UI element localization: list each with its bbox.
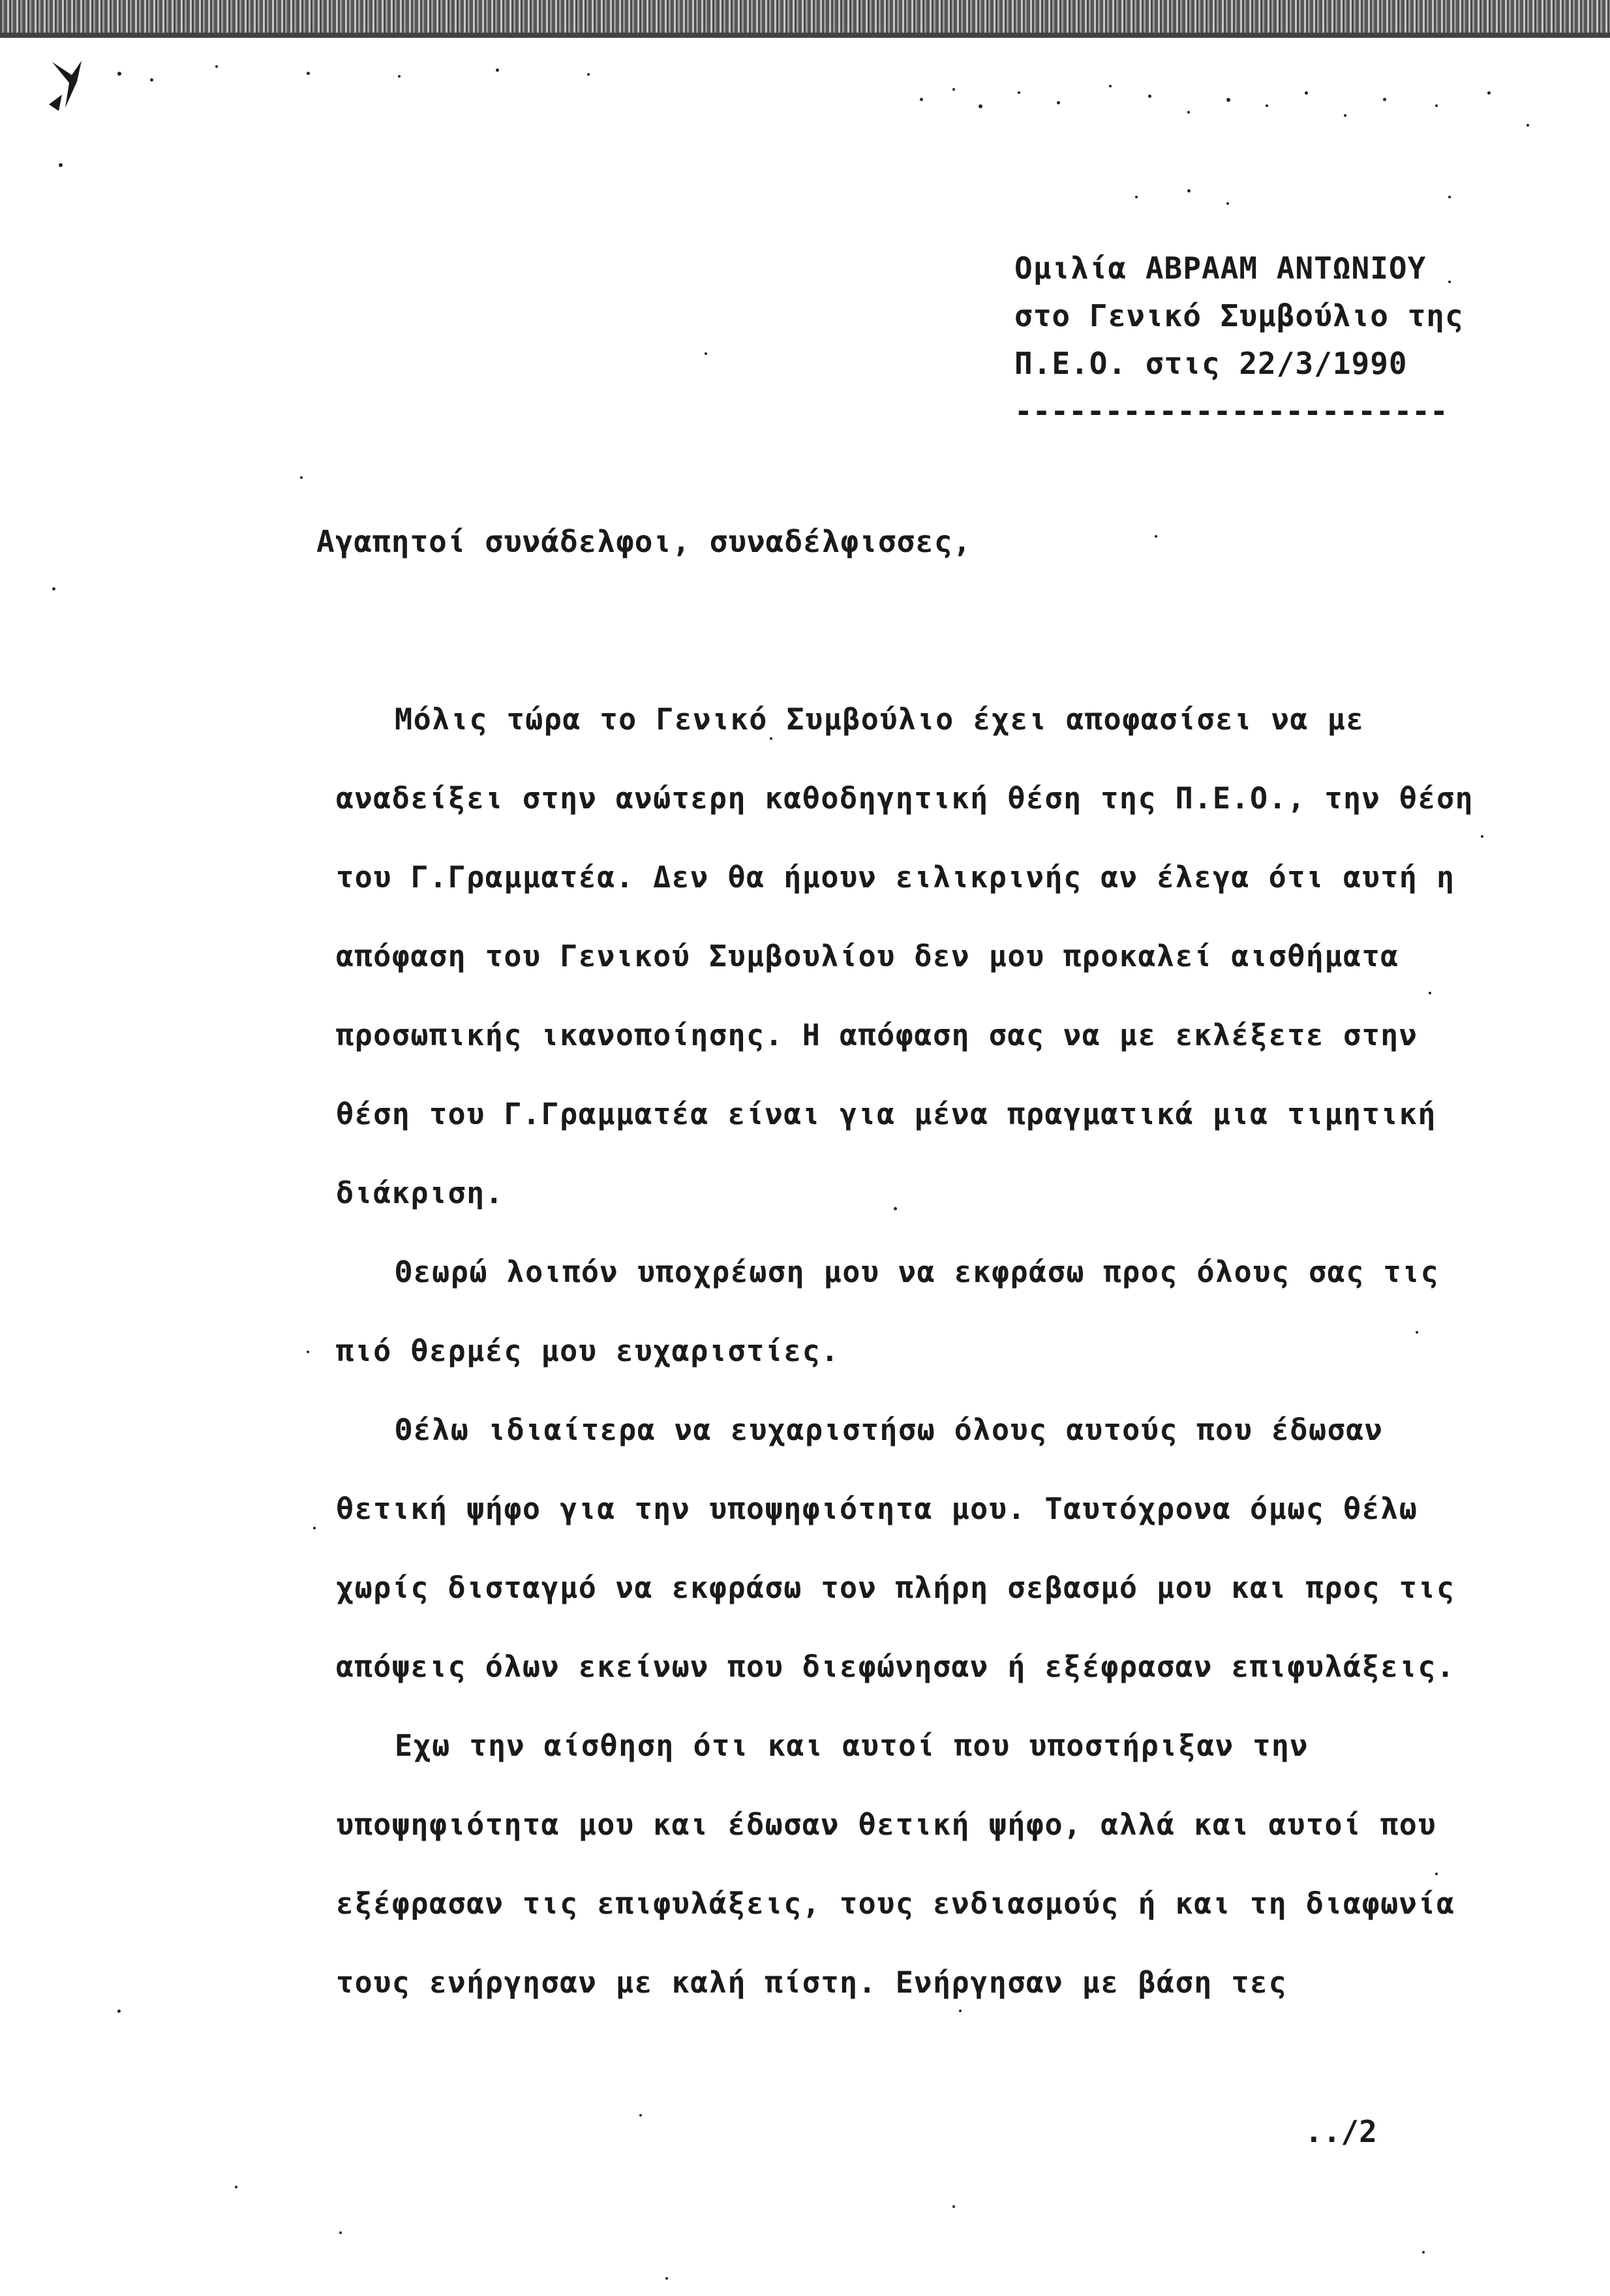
scan-speckle xyxy=(920,98,923,101)
scan-speckle xyxy=(1155,535,1157,538)
body-line: υποψηφιότητα μου και έδωσαν θετική ψήφο, αλλά και αυτοί που xyxy=(336,1807,1436,1842)
scan-speckle xyxy=(52,587,55,590)
scan-speckle xyxy=(1487,91,1491,95)
scan-speckle xyxy=(1148,95,1151,98)
scan-speckle xyxy=(150,78,153,82)
body-line: πιό θερμές μου ευχαριστίες. xyxy=(336,1334,840,1368)
scan-speckle xyxy=(1018,91,1020,94)
scan-speckle xyxy=(1057,101,1060,104)
body-line: Θέλω ιδιαίτερα να ευχαριστήσω όλους αυτούς που έδωσαν xyxy=(395,1413,1384,1447)
scan-speckle xyxy=(1448,196,1451,198)
body-line: προσωπικής ικανοποίησης. Η απόφαση σας να με εκλέξετε στην xyxy=(336,1018,1418,1052)
scan-speckle xyxy=(1344,114,1346,117)
scan-speckle xyxy=(952,2205,955,2208)
scan-speckle xyxy=(215,65,218,68)
scan-speckle xyxy=(1135,196,1138,198)
header-line-3: Π.Ε.Ο. στις 22/3/1990 xyxy=(1014,346,1408,381)
scan-speckle xyxy=(979,104,982,108)
scan-speckle xyxy=(398,75,401,78)
body-line: χωρίς δισταγμό να εκφράσω τον πλήρη σεβασμό μου και προς τις xyxy=(336,1570,1455,1605)
body-line: Εχω την αίσθηση ότι και αυτοί που υποστήριξαν την xyxy=(395,1728,1309,1763)
scan-speckle xyxy=(587,73,590,76)
document-header xyxy=(1014,245,1464,435)
body-line: διάκριση. xyxy=(336,1176,504,1210)
scan-speckle xyxy=(705,352,707,355)
scan-speckle xyxy=(1435,104,1438,107)
scan-speckle xyxy=(1187,189,1191,192)
scan-speckle xyxy=(1266,104,1268,107)
scan-speckle xyxy=(300,476,303,479)
page-number: ../2 xyxy=(1305,2114,1377,2149)
scan-speckle xyxy=(307,1351,309,1353)
scan-speckle xyxy=(235,2186,237,2188)
scan-speckle xyxy=(1226,202,1229,205)
scan-speckle xyxy=(1109,85,1112,87)
body-line: θετική ψήφο για την υποψηφιότητα μου. Ταυτόχρονα όμως θέλω xyxy=(336,1492,1418,1526)
scan-speckle xyxy=(1226,98,1230,102)
header-line-2: στο Γενικό Συμβούλιο της xyxy=(1014,298,1464,333)
body-line: Θεωρώ λοιπόν υποχρέωση μου να εκφράσω προς όλους σας τις xyxy=(395,1255,1440,1289)
scan-speckle xyxy=(1422,2251,1425,2254)
letter-body xyxy=(336,680,1549,2022)
scan-speckle xyxy=(1187,111,1190,114)
salutation: Αγαπητοί συνάδελφοι, συναδέλφισσες, xyxy=(316,524,972,559)
scan-speckle xyxy=(307,72,310,75)
scan-speckle xyxy=(1383,98,1386,101)
scan-speckle xyxy=(1305,91,1308,95)
body-line: τους ενήργησαν με καλή πίστη. Ενήργησαν με βάση τες xyxy=(336,1965,1288,2000)
body-line: αναδείξει στην ανώτερη καθοδηγητική θέση της Π.Ε.Ο., την θέση xyxy=(336,781,1474,816)
scan-speckle xyxy=(59,163,63,167)
scan-speckle xyxy=(117,2010,121,2013)
body-line: θέση του Γ.Γραμματέα είναι για μένα πραγματικά μια τιμητική xyxy=(336,1097,1436,1131)
body-line: Μόλις τώρα το Γενικό Συμβούλιο έχει αποφασίσει να με xyxy=(395,702,1365,737)
body-line: απόψεις όλων εκείνων που διεφώνησαν ή εξέφρασαν επιφυλάξεις. xyxy=(336,1649,1455,1684)
body-line: του Γ.Γραμματέα. Δεν θα ήμουν ειλικρινής αν έλεγα ότι αυτή η xyxy=(336,860,1455,895)
scan-speckle xyxy=(339,2231,342,2234)
body-line: απόφαση του Γενικού Συμβουλίου δεν μου προκαλεί αισθήματα xyxy=(336,939,1399,973)
header-rule: ------------------------ xyxy=(1014,393,1448,429)
scan-speckle xyxy=(665,2277,668,2280)
scan-speckle xyxy=(1526,124,1529,127)
scan-speckle xyxy=(952,88,955,91)
scan-speckle xyxy=(496,69,499,72)
body-line: εξέφρασαν τις επιφυλάξεις, τους ενδιασμούς ή και τη διαφωνία xyxy=(336,1886,1455,1921)
scan-speckle xyxy=(117,72,121,76)
scan-speckle xyxy=(313,1527,316,1529)
scan-speckle xyxy=(639,2114,642,2117)
scan-noise-band xyxy=(0,0,1610,38)
header-line-1: Ομιλία ΑΒΡΑΑΜ ΑΝΤΩΝΙΟΥ xyxy=(1014,251,1427,286)
scan-corner-mark xyxy=(46,55,91,114)
